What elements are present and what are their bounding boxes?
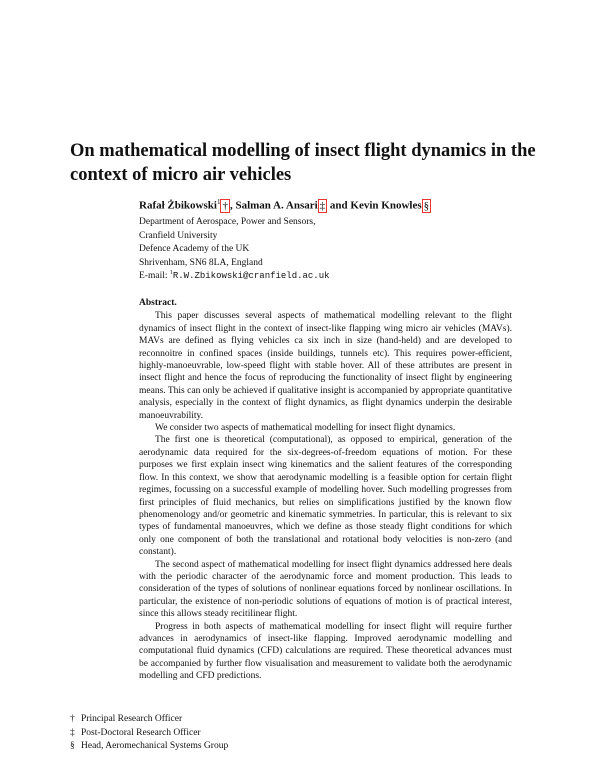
footnote [70, 713, 228, 727]
affiliation-block [139, 216, 316, 270]
author-name: Rafał Żbikowski [139, 199, 217, 212]
abstract-heading: Abstract. [139, 298, 177, 308]
abstract-paragraph: We consider two aspects of mathematical modelling for insect flight dynamics. [155, 423, 456, 434]
footnote-symbol: † [70, 714, 75, 724]
affiliation-line: Shrivenham, SN6 8LA, England [139, 257, 263, 268]
author-separator: and [329, 199, 348, 212]
email-address[interactable]: R.W.Zbikowski@cranfield.ac.uk [172, 271, 330, 282]
abstract-paragraph: Progress in both aspects of mathematical modelling for insect flight will require further advances in aerodynamics of insect-like flapping. Improved aerodynamic modelling and computational fluid dynamics (CFD) calculations are required. These theoretical advances must be accompanied by further flow visualisation and measurement to validate both the aerodynamic modelling and CFD predictions. [139, 621, 512, 682]
email-line [139, 270, 330, 281]
footnote-link[interactable]: ‡ [319, 199, 326, 212]
footnote [70, 727, 228, 741]
affiliation-line: Defence Academy of the UK [139, 244, 250, 254]
abstract-paragraph: The first one is theoretical (computational), as opposed to empirical, generation of the aerodynamic data required for the six-degrees-of-freedom equations of motion. For these purposes we first explain insect wing kinematics and the salient features of the corresponding flow. In this context, we show that aerodynamic modelling is a feasible option for certain flight regimes, focussing on a successful example of modelling hover. Such modelling progresses from first principles of fluid mechanics, but relies on simplifications justified by the known flow phenomenology and/or geometric and kinematic symmetries. In particular, this is relevant to six types of fundamental manoeuvres, which we define as those steady flight conditions for which only one component of both the translational and rotational body velocities is non-zero (and constant). [139, 435, 512, 558]
footnote-text: Post-Doctoral Research Officer [81, 727, 201, 738]
email-label: E-mail: [139, 271, 168, 282]
footnotes [70, 713, 228, 754]
abstract-paragraph: This paper discusses several aspects of mathematical modelling relevant to the flight dynamics of insect flight in the context of insect-like flapping wing micro air vehicles (MAVs). MAVs are defined as flying vehicles ca six inch in size (hand-held) and are developed to reconnoitre in confined spaces (inside buildings, tunnels etc). This requires power-efficient, highly-manoeuvrable, low-speed flight with stable hover. All of these attributes are present in insect flight and hence the focus of reproducing the functionality of insect flight by engineering means. This can only be achieved if qualitative insight is accompanied by appropriate quantitative analysis, especially in the context of flight dynamics, as flight dynamics underpin the desirable manoeuvrability. [139, 311, 512, 421]
footnote-link[interactable]: † [222, 199, 228, 212]
footnote-text: Head, Aeromechanical Systems Group [81, 741, 229, 751]
paper-title: On mathematical modelling of insect flight dynamics in the context of micro air vehicles [70, 141, 536, 185]
footnote [70, 740, 228, 754]
footnote-link[interactable]: § [423, 199, 430, 212]
author-name: Salman A. Ansari [235, 199, 318, 212]
author-separator: , [229, 199, 233, 212]
author-name: Kevin Knowles [350, 199, 422, 212]
affiliation-line: Cranfield University [139, 230, 218, 241]
author-line [139, 198, 431, 212]
affiliation-line: Department of Aerospace, Power and Sensors, [139, 217, 316, 227]
footnote-symbol: ‡ [70, 727, 75, 738]
abstract-paragraph: The second aspect of mathematical modelling for insect flight dynamics addressed here deals with the periodic character of the aerodynamic force and moment production. This leads to consideration of the types of solutions of nonlinear equations forced by nonlinear oscillations. In particular, the existence of non-periodic solutions of equations of motion is of practical interest, since this allows steady recitilinear flight. [139, 559, 512, 620]
footnote-text: Principal Research Officer [81, 714, 183, 724]
abstract-section [139, 297, 512, 683]
email-superscript: 1 [169, 270, 173, 276]
author-superscript: 1 [216, 198, 221, 206]
footnote-symbol: § [70, 741, 75, 751]
